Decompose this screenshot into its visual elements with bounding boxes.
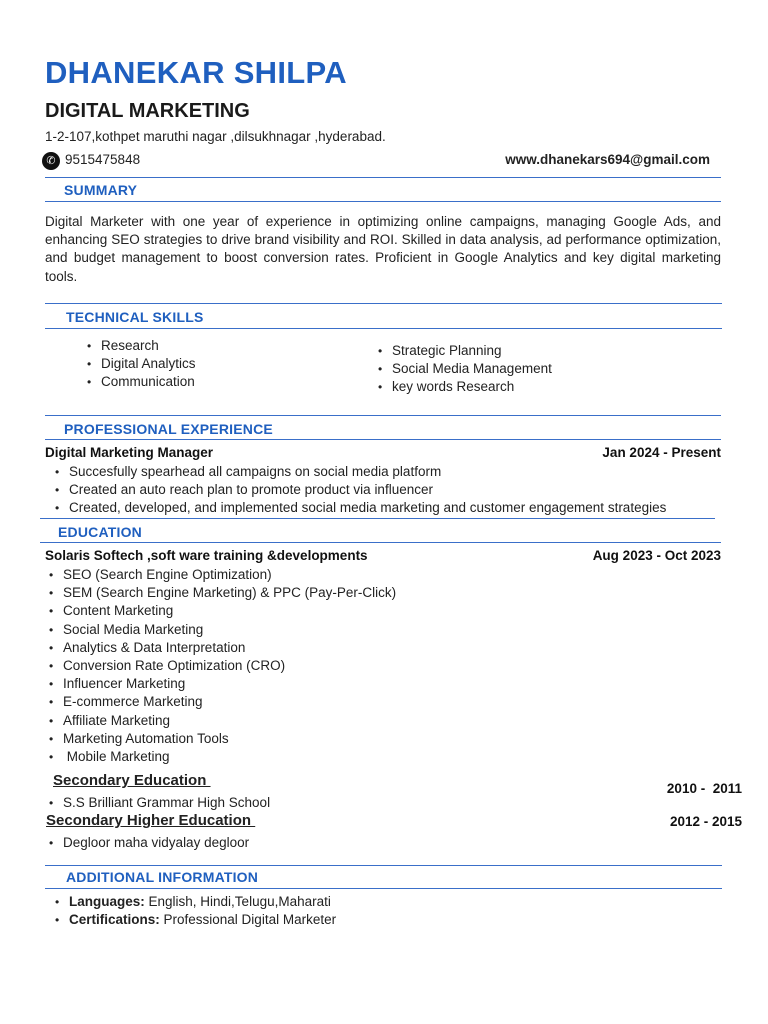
experience-heading: PROFESSIONAL EXPERIENCE: [64, 421, 273, 437]
certifications-item: [69, 911, 336, 929]
school-item: • Degloor maha vidyalay degloor: [63, 834, 249, 852]
skill-item: • key words Research: [392, 378, 552, 396]
course-item: • E-commerce Marketing: [63, 693, 396, 711]
higher-school-list: [63, 834, 249, 852]
course-item: • Conversion Rate Optimization (CRO): [63, 657, 396, 675]
skills-top-rule: [45, 303, 722, 304]
candidate-role: DIGITAL MARKETING: [45, 100, 250, 122]
course-item: • Affiliate Marketing: [63, 712, 396, 730]
course-item: • Influencer Marketing: [63, 675, 396, 693]
candidate-name: DHANEKAR SHILPA: [45, 55, 347, 90]
course-list: [63, 566, 396, 766]
additional-heading: ADDITIONAL INFORMATION: [66, 869, 259, 885]
languages-label: Languages:: [69, 894, 145, 909]
phone-icon: ✆: [42, 152, 60, 170]
experience-bullet: • Succesfully spearhead all campaigns on social media platform: [69, 463, 666, 481]
skills-left-list: [101, 337, 196, 392]
email-address: www.dhanekars694@gmail.com: [505, 152, 710, 167]
secondary-education-heading: Secondary Education: [53, 772, 211, 789]
skill-item: • Research: [101, 337, 196, 355]
job-title: Digital Marketing Manager: [45, 445, 214, 460]
certifications-value: Professional Digital Marketer: [159, 912, 337, 928]
secondary-education-date: 2010 - 2011: [666, 781, 742, 796]
experience-bottom-rule: [45, 439, 721, 440]
course-item: • Marketing Automation Tools: [63, 730, 396, 748]
summary-heading: SUMMARY: [64, 182, 138, 198]
course-item: • Analytics & Data Interpretation: [63, 639, 396, 657]
course-item: • Content Marketing: [63, 602, 396, 620]
skills-heading: TECHNICAL SKILLS: [66, 309, 204, 325]
institute-date: Aug 2023 - Oct 2023: [592, 548, 721, 563]
school-item: • S.S Brilliant Grammar High School: [63, 794, 270, 812]
education-top-rule: [40, 518, 715, 519]
languages-value: English, Hindi,Telugu,Maharati: [144, 894, 331, 909]
skills-right-list: [392, 342, 552, 397]
certifications-label: Certifications:: [69, 912, 160, 928]
course-item: • SEO (Search Engine Optimization): [63, 566, 396, 584]
experience-bullets: [69, 463, 666, 518]
additional-top-rule: [45, 865, 722, 866]
course-item: • Mobile Marketing: [63, 748, 396, 766]
experience-bullet: • Created, developed, and implemented social media marketing and customer engagement strategies: [69, 499, 666, 517]
education-heading: EDUCATION: [58, 524, 142, 540]
course-item: • Social Media Marketing: [63, 621, 396, 639]
course-item: • SEM (Search Engine Marketing) & PPC (Pay-Per-Click): [63, 584, 396, 602]
summary-top-rule: [45, 177, 721, 178]
experience-top-rule: [45, 415, 721, 416]
skill-item: • Strategic Planning: [392, 342, 552, 360]
additional-list: [69, 893, 336, 929]
institute-name: Solaris Softech ,soft ware training &developments: [45, 548, 368, 563]
summary-bottom-rule: [45, 201, 721, 202]
secondary-school-list: [63, 794, 270, 812]
job-date: Jan 2024 - Present: [602, 445, 721, 460]
languages-item: [69, 893, 336, 911]
higher-education-heading: Secondary Higher Education: [46, 812, 256, 829]
skill-item: • Communication: [101, 373, 196, 391]
higher-education-date: 2012 - 2015: [669, 814, 742, 829]
phone-number: 9515475848: [65, 152, 141, 167]
skill-item: • Digital Analytics: [101, 355, 196, 373]
skills-bottom-rule: [45, 328, 722, 329]
summary-text: Digital Marketer with one year of experience in optimizing online campaigns, managing Google Ads, and enhancing SEO strategies to drive brand visibility and ROI. Skilled in data analysis, ad performance optimization, and budget management to boost conversion rates. Proficient in Google Analytics and key digital marketing tools.: [45, 214, 721, 284]
skill-item: • Social Media Management: [392, 360, 552, 378]
education-bottom-rule: [40, 542, 721, 543]
additional-bottom-rule: [45, 888, 722, 889]
experience-bullet: • Created an auto reach plan to promote product via influencer: [69, 481, 666, 499]
address: 1-2-107,kothpet maruthi nagar ,dilsukhnagar ,hyderabad.: [45, 129, 386, 144]
